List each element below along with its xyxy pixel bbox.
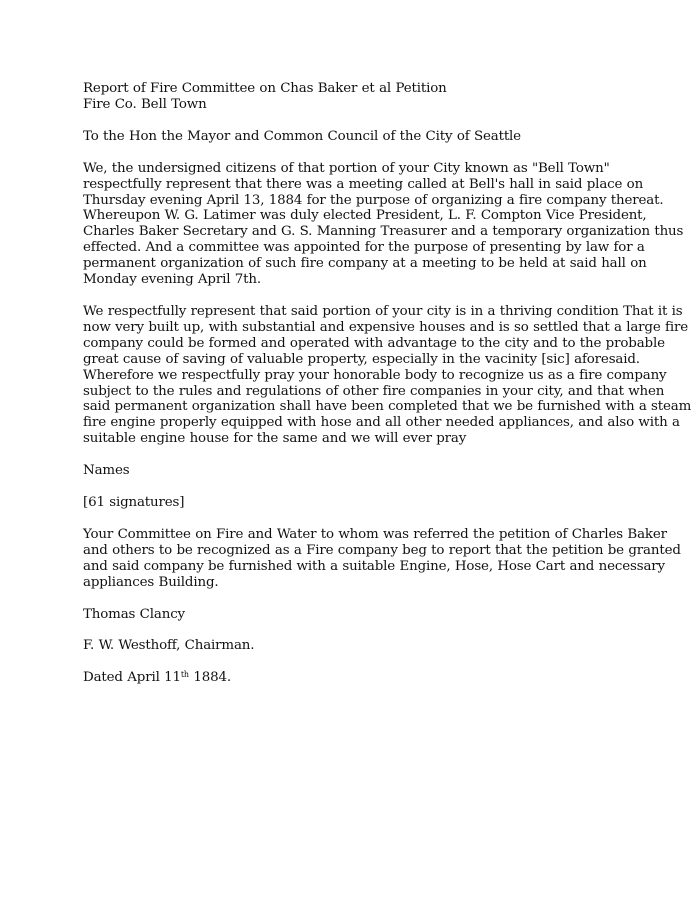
names-label-block [83, 463, 618, 479]
paragraph-line: subject to the rules and regulations of other fire companies in your city, and that when [83, 383, 665, 399]
paragraph-line: We, the undersigned citizens of that portion of your City known as "Bell Town" [83, 160, 610, 176]
paragraph-line: great cause of saving of valuable property, especially in the vacinity [sic] aforesaid. [83, 351, 640, 367]
salutation [83, 129, 618, 145]
paragraph-line: Your Committee on Fire and Water to whom was referred the petition of Charles Baker [83, 526, 667, 542]
signer-1-block [83, 607, 618, 623]
signer-2-block [83, 638, 618, 654]
paragraph-line: said permanent organization shall have been completed that we be furnished with a steam [83, 399, 692, 415]
names-label: Names [83, 463, 130, 479]
signatures-note-block [83, 495, 618, 511]
salutation-line: To the Hon the Mayor and Common Council of the City of Seattle [83, 128, 521, 144]
paragraph-line: appliances Building. [83, 574, 219, 590]
report-header [83, 81, 618, 113]
paragraph-line: Monday evening April 7th. [83, 272, 261, 288]
committee-report-paragraph [83, 526, 681, 591]
date-prefix: Dated April 11 [83, 670, 181, 686]
paragraph-line: We respectfully represent that said portion of your city is in a thriving condition That it is [83, 303, 683, 319]
paragraph-line: and others to be recognized as a Fire company beg to report that the petition be granted [83, 542, 681, 558]
paragraph-line: respectfully represent that there was a meeting called at Bell's hall in said place on [83, 176, 644, 192]
document-page [83, 81, 692, 702]
petition-paragraph-1 [83, 160, 684, 288]
report-title: Report of Fire Committee on Chas Baker et al Petition [83, 81, 447, 96]
petition-paragraph-2 [83, 303, 692, 447]
paragraph-line: Thursday evening April 13, 1884 for the purpose of organizing a fire company thereat. [83, 192, 664, 208]
signatures-note: [61 signatures] [83, 495, 185, 511]
signer-name: Thomas Clancy [83, 606, 185, 622]
date-line [83, 670, 618, 686]
date-block [83, 670, 618, 686]
paragraph-line: Charles Baker Secretary and G. S. Manning Treasurer and a temporary organization thus [83, 224, 684, 240]
signer-name-chairman: F. W. Westhoff, Chairman. [83, 638, 255, 654]
paragraph-line: effected. And a committee was appointed for the purpose of presenting by law for a [83, 240, 645, 256]
paragraph-line: company could be formed and operated with advantage to the city and to the probable [83, 335, 665, 351]
report-subtitle: Fire Co. Bell Town [83, 96, 207, 112]
date-year: 1884. [188, 670, 231, 686]
paragraph-line: now very built up, with substantial and expensive houses and is so settled that a large fire [83, 319, 688, 335]
paragraph-line: and said company be furnished with a suitable Engine, Hose, Hose Cart and necessary [83, 558, 665, 574]
paragraph-line: fire engine properly equipped with hose and all other needed appliances, and also with a [83, 415, 680, 431]
date-ordinal-suffix: th [180, 670, 189, 680]
paragraph-line: Whereupon W. G. Latimer was duly elected President, L. F. Compton Vice President, [83, 208, 647, 224]
paragraph-line: suitable engine house for the same and we will ever pray [83, 431, 467, 447]
paragraph-line: permanent organization of such fire company at a meeting to be held at said hall on [83, 256, 647, 272]
paragraph-line: Wherefore we respectfully pray your honorable body to recognize us as a fire company [83, 367, 667, 383]
